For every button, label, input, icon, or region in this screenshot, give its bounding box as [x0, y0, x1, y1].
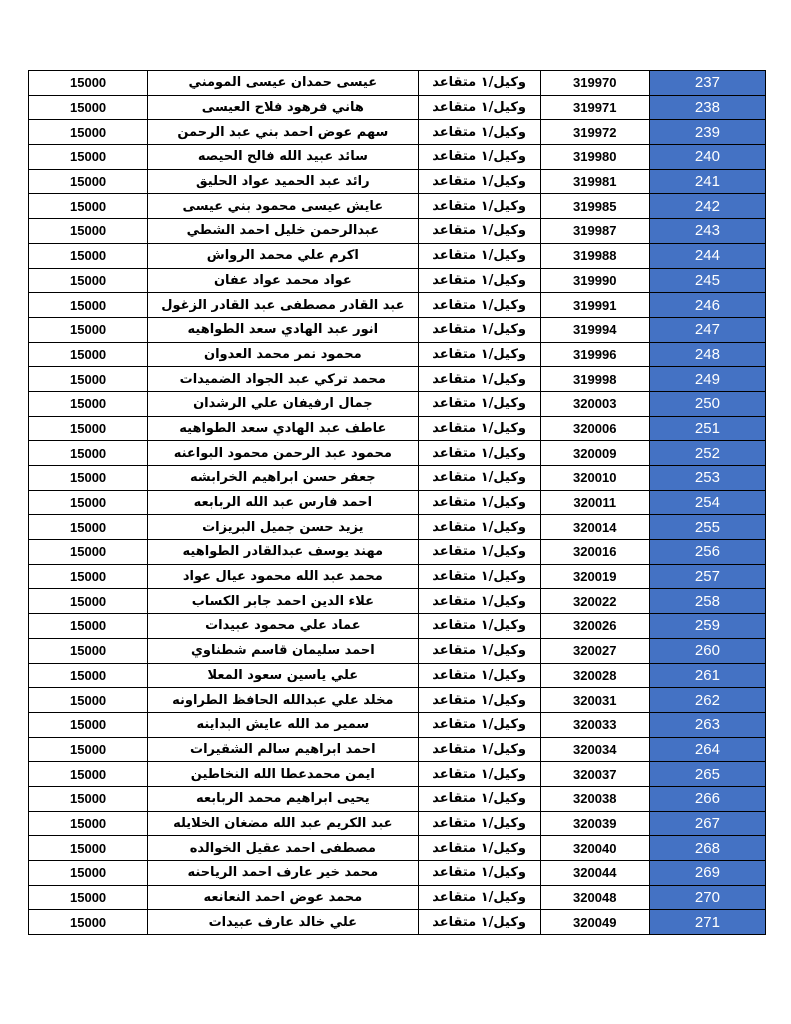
amount-cell: 15000	[29, 786, 148, 811]
amount-cell: 15000	[29, 885, 148, 910]
military-number-cell: 319994	[540, 317, 649, 342]
name-cell: ايمن محمدعطا الله النخاطين	[148, 762, 418, 787]
military-number-cell: 320026	[540, 614, 649, 639]
amount-cell: 15000	[29, 169, 148, 194]
table-row	[29, 712, 766, 737]
name-cell: جمال ارفيفان علي الرشدان	[148, 391, 418, 416]
sequence-number-cell: 246	[649, 293, 765, 318]
military-number-cell: 320048	[540, 885, 649, 910]
amount-cell: 15000	[29, 391, 148, 416]
table-row	[29, 861, 766, 886]
rank-cell: وكيل/١ متقاعد	[418, 737, 540, 762]
sequence-number-cell: 262	[649, 688, 765, 713]
military-number-cell: 320009	[540, 441, 649, 466]
name-cell: محمد عبد الله محمود عيال عواد	[148, 564, 418, 589]
name-cell: عاطف عبد الهادي سعد الطواهيه	[148, 416, 418, 441]
name-cell: مخلد علي عبدالله الحافظ الطراونه	[148, 688, 418, 713]
name-cell: سمير مد الله عايش البداينه	[148, 712, 418, 737]
military-number-cell: 320039	[540, 811, 649, 836]
rank-cell: وكيل/١ متقاعد	[418, 490, 540, 515]
amount-cell: 15000	[29, 589, 148, 614]
rank-cell: وكيل/١ متقاعد	[418, 638, 540, 663]
sequence-number-cell: 241	[649, 169, 765, 194]
sequence-number-cell: 238	[649, 95, 765, 120]
amount-cell: 15000	[29, 194, 148, 219]
sequence-number-cell: 268	[649, 836, 765, 861]
table-row	[29, 317, 766, 342]
table-row	[29, 737, 766, 762]
rank-cell: وكيل/١ متقاعد	[418, 515, 540, 540]
table-row	[29, 564, 766, 589]
amount-cell: 15000	[29, 268, 148, 293]
amount-cell: 15000	[29, 614, 148, 639]
amount-cell: 15000	[29, 293, 148, 318]
rank-cell: وكيل/١ متقاعد	[418, 614, 540, 639]
beneficiaries-table	[28, 70, 766, 935]
sequence-number-cell: 269	[649, 861, 765, 886]
table-row	[29, 490, 766, 515]
amount-cell: 15000	[29, 466, 148, 491]
amount-cell: 15000	[29, 219, 148, 244]
name-cell: سهم عوض احمد بني عبد الرحمن	[148, 120, 418, 145]
military-number-cell: 319988	[540, 243, 649, 268]
rank-cell: وكيل/١ متقاعد	[418, 564, 540, 589]
military-number-cell: 320019	[540, 564, 649, 589]
amount-cell: 15000	[29, 515, 148, 540]
amount-cell: 15000	[29, 861, 148, 886]
name-cell: هاني فرهود فلاح العيسى	[148, 95, 418, 120]
amount-cell: 15000	[29, 367, 148, 392]
rank-cell: وكيل/١ متقاعد	[418, 786, 540, 811]
table-row	[29, 910, 766, 935]
military-number-cell: 319981	[540, 169, 649, 194]
table-row	[29, 786, 766, 811]
table-row	[29, 811, 766, 836]
military-number-cell: 319970	[540, 71, 649, 96]
sequence-number-cell: 242	[649, 194, 765, 219]
rank-cell: وكيل/١ متقاعد	[418, 243, 540, 268]
name-cell: يزيد حسن جميل البريزات	[148, 515, 418, 540]
military-number-cell: 320010	[540, 466, 649, 491]
sequence-number-cell: 247	[649, 317, 765, 342]
rank-cell: وكيل/١ متقاعد	[418, 194, 540, 219]
sequence-number-cell: 253	[649, 466, 765, 491]
amount-cell: 15000	[29, 416, 148, 441]
amount-cell: 15000	[29, 342, 148, 367]
sequence-number-cell: 259	[649, 614, 765, 639]
rank-cell: وكيل/١ متقاعد	[418, 811, 540, 836]
military-number-cell: 320022	[540, 589, 649, 614]
military-number-cell: 319987	[540, 219, 649, 244]
name-cell: عبدالرحمن خليل احمد الشطي	[148, 219, 418, 244]
rank-cell: وكيل/١ متقاعد	[418, 293, 540, 318]
name-cell: محمد تركي عبد الجواد الضميدات	[148, 367, 418, 392]
rank-cell: وكيل/١ متقاعد	[418, 910, 540, 935]
table-row	[29, 293, 766, 318]
rank-cell: وكيل/١ متقاعد	[418, 145, 540, 170]
amount-cell: 15000	[29, 910, 148, 935]
amount-cell: 15000	[29, 243, 148, 268]
sequence-number-cell: 260	[649, 638, 765, 663]
name-cell: عواد محمد عواد عفان	[148, 268, 418, 293]
name-cell: علاء الدين احمد جابر الكساب	[148, 589, 418, 614]
amount-cell: 15000	[29, 688, 148, 713]
rank-cell: وكيل/١ متقاعد	[418, 219, 540, 244]
amount-cell: 15000	[29, 762, 148, 787]
sequence-number-cell: 255	[649, 515, 765, 540]
table-row	[29, 885, 766, 910]
rank-cell: وكيل/١ متقاعد	[418, 663, 540, 688]
table-row	[29, 589, 766, 614]
name-cell: احمد فارس عبد الله الربابعه	[148, 490, 418, 515]
rank-cell: وكيل/١ متقاعد	[418, 762, 540, 787]
table-row	[29, 367, 766, 392]
sequence-number-cell: 252	[649, 441, 765, 466]
name-cell: محمد خير عارف احمد الرياحنه	[148, 861, 418, 886]
table-row	[29, 663, 766, 688]
name-cell: عماد علي محمود عبيدات	[148, 614, 418, 639]
amount-cell: 15000	[29, 737, 148, 762]
name-cell: سائد عبيد الله فالح الحيصه	[148, 145, 418, 170]
military-number-cell: 320044	[540, 861, 649, 886]
military-number-cell: 320040	[540, 836, 649, 861]
military-number-cell: 320028	[540, 663, 649, 688]
military-number-cell: 319998	[540, 367, 649, 392]
amount-cell: 15000	[29, 638, 148, 663]
name-cell: عيسى حمدان عيسى المومني	[148, 71, 418, 96]
rank-cell: وكيل/١ متقاعد	[418, 885, 540, 910]
amount-cell: 15000	[29, 71, 148, 96]
sequence-number-cell: 249	[649, 367, 765, 392]
rank-cell: وكيل/١ متقاعد	[418, 367, 540, 392]
sequence-number-cell: 237	[649, 71, 765, 96]
name-cell: مهند يوسف عبدالقادر الطواهيه	[148, 540, 418, 565]
rank-cell: وكيل/١ متقاعد	[418, 391, 540, 416]
sequence-number-cell: 245	[649, 268, 765, 293]
military-number-cell: 319972	[540, 120, 649, 145]
table-row	[29, 219, 766, 244]
military-number-cell: 319980	[540, 145, 649, 170]
amount-cell: 15000	[29, 120, 148, 145]
military-number-cell: 320049	[540, 910, 649, 935]
rank-cell: وكيل/١ متقاعد	[418, 466, 540, 491]
name-cell: اكرم علي محمد الرواش	[148, 243, 418, 268]
table-row	[29, 540, 766, 565]
sequence-number-cell: 258	[649, 589, 765, 614]
amount-cell: 15000	[29, 317, 148, 342]
military-number-cell: 320037	[540, 762, 649, 787]
sequence-number-cell: 267	[649, 811, 765, 836]
sequence-number-cell: 257	[649, 564, 765, 589]
rank-cell: وكيل/١ متقاعد	[418, 317, 540, 342]
name-cell: علي ياسين سعود المعلا	[148, 663, 418, 688]
table-row	[29, 194, 766, 219]
name-cell: عايش عيسى محمود بني عيسى	[148, 194, 418, 219]
name-cell: يحيى ابراهيم محمد الربابعه	[148, 786, 418, 811]
military-number-cell: 319971	[540, 95, 649, 120]
amount-cell: 15000	[29, 836, 148, 861]
amount-cell: 15000	[29, 712, 148, 737]
sequence-number-cell: 266	[649, 786, 765, 811]
name-cell: احمد ابراهيم سالم الشقيرات	[148, 737, 418, 762]
rank-cell: وكيل/١ متقاعد	[418, 169, 540, 194]
military-number-cell: 319985	[540, 194, 649, 219]
sequence-number-cell: 264	[649, 737, 765, 762]
sequence-number-cell: 263	[649, 712, 765, 737]
rank-cell: وكيل/١ متقاعد	[418, 342, 540, 367]
amount-cell: 15000	[29, 564, 148, 589]
military-number-cell: 320003	[540, 391, 649, 416]
rank-cell: وكيل/١ متقاعد	[418, 589, 540, 614]
table-row	[29, 515, 766, 540]
rank-cell: وكيل/١ متقاعد	[418, 861, 540, 886]
table-row	[29, 342, 766, 367]
rank-cell: وكيل/١ متقاعد	[418, 268, 540, 293]
sequence-number-cell: 261	[649, 663, 765, 688]
amount-cell: 15000	[29, 441, 148, 466]
table-row	[29, 836, 766, 861]
sequence-number-cell: 256	[649, 540, 765, 565]
military-number-cell: 320033	[540, 712, 649, 737]
sequence-number-cell: 251	[649, 416, 765, 441]
rank-cell: وكيل/١ متقاعد	[418, 71, 540, 96]
table-row	[29, 169, 766, 194]
sequence-number-cell: 243	[649, 219, 765, 244]
table-row	[29, 268, 766, 293]
amount-cell: 15000	[29, 145, 148, 170]
table-row	[29, 441, 766, 466]
name-cell: انور عبد الهادي سعد الطواهيه	[148, 317, 418, 342]
name-cell: محمد عوض احمد النعانعه	[148, 885, 418, 910]
name-cell: عبد القادر مصطفى عبد القادر الزغول	[148, 293, 418, 318]
table-row	[29, 95, 766, 120]
name-cell: محمود عبد الرحمن محمود البواعنه	[148, 441, 418, 466]
military-number-cell: 320027	[540, 638, 649, 663]
table-row	[29, 614, 766, 639]
military-number-cell: 319991	[540, 293, 649, 318]
amount-cell: 15000	[29, 540, 148, 565]
name-cell: علي خالد عارف عبيدات	[148, 910, 418, 935]
amount-cell: 15000	[29, 95, 148, 120]
sequence-number-cell: 265	[649, 762, 765, 787]
rank-cell: وكيل/١ متقاعد	[418, 688, 540, 713]
military-number-cell: 320031	[540, 688, 649, 713]
sequence-number-cell: 239	[649, 120, 765, 145]
military-number-cell: 319990	[540, 268, 649, 293]
table-row	[29, 391, 766, 416]
rank-cell: وكيل/١ متقاعد	[418, 120, 540, 145]
table-row	[29, 71, 766, 96]
name-cell: رائد عبد الحميد عواد الحليق	[148, 169, 418, 194]
sequence-number-cell: 271	[649, 910, 765, 935]
name-cell: عبد الكريم عبد الله مضغان الخلايله	[148, 811, 418, 836]
military-number-cell: 320034	[540, 737, 649, 762]
sequence-number-cell: 248	[649, 342, 765, 367]
sequence-number-cell: 270	[649, 885, 765, 910]
sequence-number-cell: 250	[649, 391, 765, 416]
name-cell: احمد سليمان قاسم شطناوي	[148, 638, 418, 663]
rank-cell: وكيل/١ متقاعد	[418, 540, 540, 565]
military-number-cell: 320016	[540, 540, 649, 565]
military-number-cell: 320011	[540, 490, 649, 515]
rank-cell: وكيل/١ متقاعد	[418, 836, 540, 861]
military-number-cell: 320014	[540, 515, 649, 540]
table-row	[29, 243, 766, 268]
military-number-cell: 319996	[540, 342, 649, 367]
sequence-number-cell: 240	[649, 145, 765, 170]
amount-cell: 15000	[29, 663, 148, 688]
sequence-number-cell: 244	[649, 243, 765, 268]
table-row	[29, 688, 766, 713]
military-number-cell: 320006	[540, 416, 649, 441]
rank-cell: وكيل/١ متقاعد	[418, 416, 540, 441]
table-row	[29, 466, 766, 491]
rank-cell: وكيل/١ متقاعد	[418, 95, 540, 120]
name-cell: محمود نمر محمد العدوان	[148, 342, 418, 367]
table-row	[29, 638, 766, 663]
rank-cell: وكيل/١ متقاعد	[418, 712, 540, 737]
military-number-cell: 320038	[540, 786, 649, 811]
table-row	[29, 416, 766, 441]
amount-cell: 15000	[29, 490, 148, 515]
sequence-number-cell: 254	[649, 490, 765, 515]
table-row	[29, 145, 766, 170]
table-row	[29, 762, 766, 787]
name-cell: جعفر حسن ابراهيم الخرابشه	[148, 466, 418, 491]
name-cell: مصطفى احمد عقيل الخوالده	[148, 836, 418, 861]
amount-cell: 15000	[29, 811, 148, 836]
rank-cell: وكيل/١ متقاعد	[418, 441, 540, 466]
table-body	[29, 71, 766, 935]
table-row	[29, 120, 766, 145]
